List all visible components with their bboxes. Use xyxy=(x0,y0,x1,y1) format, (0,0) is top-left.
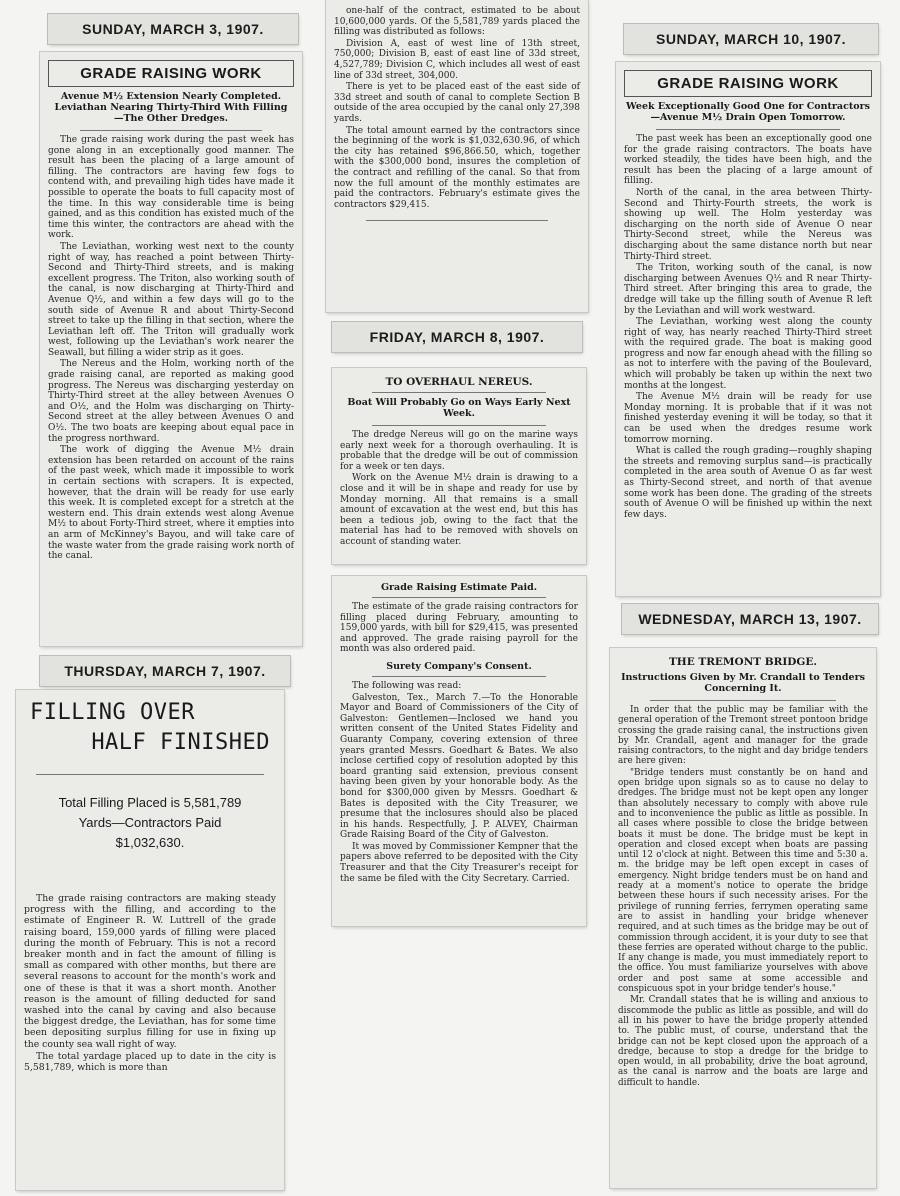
article-body xyxy=(48,135,294,562)
subhead-line: $1,032,630. xyxy=(115,835,185,850)
headline: Grade Raising Estimate Paid. xyxy=(380,582,538,593)
headline: TO OVERHAUL NEREUS. xyxy=(385,376,533,388)
paragraph: Work on the Avenue M½ drain is drawing to a close and it will be in shape and ready for use by Monday morning. All that remains is a small amount of excavation at the west end, but this has been a tedious job, owing to the fact that the material has had to be removed with shovels on account of standing water. xyxy=(340,473,578,547)
paragraph: Mr. Crandall states that he is willing and anxious to discommode the public as little as possible, and will do all in his power to have the bridge properly attended to. The public must, of course, understand that the bridge can not be kept closed upon the approach of a dredge, because to stop a dredge for the bridge to open would, in all probability, drive the boat aground, as the canal is narrow and the boats are large and difficult to handle. xyxy=(618,995,868,1088)
divider xyxy=(372,392,546,393)
article-filling-over-half xyxy=(16,690,284,1190)
date-friday-march-8: FRIDAY, MARCH 8, 1907. xyxy=(332,322,582,352)
date-sunday-march-3: SUNDAY, MARCH 3, 1907. xyxy=(48,14,298,44)
paragraph: In order that the public may be familiar with the general operation of the Tremont street pontoon bridge crossing the grade raising canal, the instructions given by Mr. Crandall, agent and manager for the grade raising contractors, to the night and day bridge tenders are here given: xyxy=(618,705,868,767)
divider xyxy=(80,130,262,131)
paragraph: The grade raising work during the past week has gone along in an exceptionally good manner. The result has been the placing of a large amount of filling. The contractors are having few fogs to contend with, and prevailing high tides have made it possible to operate the boats to full capacity most of the time. In this way considerable time is being gained, and as this condition has existed much of the time this winter, the contractors are ahead with the work. xyxy=(48,135,294,241)
headline-line: FILLING OVER xyxy=(30,700,195,725)
subhead: Surety Company's Consent. xyxy=(386,660,532,672)
headline: GRADE RAISING WORK xyxy=(48,60,294,87)
paragraph: The Triton, working south of the canal, is now discharging between Avenues Q½ and R near Thirty-Third street. After bringing this area to grade, the dredge will take up the filling south of Avenue R left by the Leviathan and will work westward. xyxy=(624,263,872,316)
paragraph: The work of digging the Avenue M½ drain extension has been retarded on account of the rains of the past week, which made it impossible to work in certain sections with scrapers. It is expected, however, that the drain will be ready for use early this week. It is completed except for a stretch at the western end. This drain extends west along Avenue M½ to about Forty-Third street, where it empties into an arm of McKinney's Bayou, and will take care of the waste water from the grade raising work north of the canal. xyxy=(48,445,294,562)
paragraph: There is yet to be placed east of the east side of 33d street and south of canal to complete Section B outside of the area occupied by the canal only 27,398 yards. xyxy=(334,82,580,124)
paragraph: The dredge Nereus will go on the marine ways early next week for a thorough overhauling. It is probable that the dredge will be out of commission for a week or ten days. xyxy=(340,430,578,472)
date-thursday-march-7: THURSDAY, MARCH 7, 1907. xyxy=(40,656,290,686)
article-tremont-bridge xyxy=(610,648,876,1188)
paragraph: The Avenue M½ drain will be ready for use Monday morning. It is probable that if it was not finished yesterday evening it will be today, so that it can be used when the dredges resume work tomorrow morning. xyxy=(624,392,872,445)
paragraph: It was moved by Commissioner Kempner that the papers above referred to be deposited with the City Treasurer and that the City Treasurer's receipt for the same be filed with the City Secretary. Carried. xyxy=(340,841,578,884)
paragraph: The Leviathan, working west along the county right of way, has nearly reached Thirty-Third street with the required grade. The boat is making good progress and now far enough ahead with the filling so as not to interfere with the paving of the Boulevard, which will probably be taken up within the next two months at the longest. xyxy=(624,317,872,391)
article-body xyxy=(340,602,578,655)
article-estimate-paid xyxy=(332,576,586,926)
paragraph: "Bridge tenders must constantly be on hand and open bridge upon signals so as to cause no delay to dredges. The bridge must not be kept open any longer than absolutely necessary to comply with above rule and to inconvenience the public as little as possible. In all cases where possible to close the bridge between boats it must be done. The bridge must be kept in operation and closed except when boats are passing until 12 o'clock at night. Between this time and 5:30 a. m. the bridge may be left open except in cases of emergency. Night bridge tenders must be on hand and ready at a moment's notice to operate the bridge between these hours if such necessity arises. For the privilege of running ferries, ferrymen operating same are to assist in handling your bridge whenever required, and at such times as the bridge may be out of commission through accident, it is your duty to see that these ferries are operated without charge to the public. If any change is made, you must immediately report to the office. You must familiarize yourselves with above order and post same at some accessible and conspicuous spot in your bridge tender's house." xyxy=(618,767,868,995)
paragraph: Division A, east of west line of 13th street, 750,000; Division B, east of east line of 33d street, 4,527,789; Division C, which includes all west of east line of 33d street, 304,000. xyxy=(334,38,580,81)
paragraph: The total amount earned by the contractors since the beginning of the work is $1,032,630.96, of which the city has retained $96,866.50, which, together with the $300,000 bond, insures the completion of the contract and refilling of the canal. So that from now the full amount of the monthly estimates are paid the contractors. February's estimate gives the contractors $29,415. xyxy=(334,125,580,210)
deck: Avenue M½ Extension Nearly Completed. Leviathan Nearing Thirty-Third With Filling—The Other Dredges. xyxy=(54,91,288,124)
paragraph: Galveston, Tex., March 7.—To the Honorable Mayor and Board of Commissioners of the City of Galveston: Gentlemen—Inclosed we hand you written consent of the United States Fidelity and Guaranty Company, covering extension of three years granted Messrs. Goedhart & Bates. We also inclose certified copy of resolution adopted by this board granting said extension, previous consent having been given by your honorable body. As the bond for $300,000 given by Messrs. Goedhart & Bates is deposited with the City Treasurer, we presume that the inclosures should also be placed in his hands. Respectfully, J. P. ALVEY, Chairman Grade Raising Board of the City of Galveston. xyxy=(340,692,578,841)
paragraph: The Nereus and the Holm, working north of the grade raising canal, are reported as making good progress. The Nereus was discharging yesterday on Thirty-Third street at the alley between Avenues O and O½, and the Holm was discharging on Thirty-Second street at the alley between Avenues O and O½. The two boats are keeping about equal pace in the progress northward. xyxy=(48,359,294,444)
divider xyxy=(372,597,546,598)
article-body xyxy=(340,681,578,884)
article-filling-continued xyxy=(326,0,588,312)
divider xyxy=(366,220,548,221)
headline-line: HALF FINISHED xyxy=(91,730,270,755)
headline: GRADE RAISING WORK xyxy=(624,70,872,97)
date-wednesday-march-13: WEDNESDAY, MARCH 13, 1907. xyxy=(622,604,878,634)
article-grade-raising-mar3 xyxy=(40,52,302,646)
subhead xyxy=(16,793,284,853)
paragraph: one-half of the contract, estimated to be about 10,600,000 yards. Of the 5,581,789 yards placed the filling was distributed as follows: xyxy=(334,6,580,38)
article-body xyxy=(334,6,580,210)
paragraph: The grade raising contractors are making steady progress with the filling, and according to the estimate of Engineer R. W. Luttrell of the grade raising board, 159,000 yards of filling were placed during the month of February. This is not a record breaker month and in fact the amount of filling is small as compared with other months, but there are several reasons to account for the month's work and one of these is that it was a short month. Another reason is the amount of filling deducted for sand washed into the canal by caving and also because the biggest dredge, the Leviathan, has for some time been depositing surplus filling for use in fixing up the county sea wall right of way. xyxy=(24,893,276,1050)
article-body xyxy=(340,430,578,548)
headline: THE TREMONT BRIDGE. xyxy=(668,656,817,668)
paragraph: The Leviathan, working west next to the county right of way, has reached a point between Thirty-Second and Thirty-Third streets, and is making excellent progress. The Triton, also working south of the canal, is now discharging at Thirty-Third and Avenue Q½, and within a few days will go to the south side of Avenue R and about Thirty-Second street to take up the filling in that section, where the Leviathan left off. The Triton will gradually work west, following up the Leviathan's work nearer the Seawall, but filling a wider strip as it goes. xyxy=(48,241,294,358)
deck: Instructions Given by Mr. Crandall to Tenders Concerning It. xyxy=(621,672,865,694)
paragraph: The total yardage placed up to date in the city is 5,581,789, which is more than xyxy=(24,1050,276,1074)
subhead-line: Total Filling Placed is 5,581,789 xyxy=(58,795,242,810)
paragraph: North of the canal, in the area between Thirty-Second and Thirty-Fourth streets, the work is showing up well. The Holm yesterday was discharging on the north side of Avenue O near Thirty-Second street, while the Nereus was discharging about the same distance north but near Thirty-Third street. xyxy=(624,187,872,262)
divider xyxy=(372,676,546,677)
deck: Boat Will Probably Go on Ways Early Next Week. xyxy=(347,397,571,419)
divider xyxy=(650,700,836,701)
paragraph: The past week has been an exceptionally good one for the grade raising contractors. The boats have worked steadily, the tides have been high, and the result has been the placing of a large amount of filling. xyxy=(624,134,872,187)
paragraph: What is called the rough grading—roughly shaping the streets and removing surplus sand—is practically completed in the area south of Avenue O as far west as Thirty-Second street, and north of that avenue some work has been done. The grading of the streets south of Avenue O will be finished up within the next few days. xyxy=(624,446,872,520)
article-overhaul-nereus xyxy=(332,368,586,564)
deck: Week Exceptionally Good One for Contractors—Avenue M½ Drain Open Tomorrow. xyxy=(626,101,870,123)
article-body xyxy=(618,705,868,1088)
subhead-line: Yards—Contractors Paid xyxy=(78,815,222,830)
article-grade-raising-mar10 xyxy=(616,62,880,596)
date-sunday-march-10: SUNDAY, MARCH 10, 1907. xyxy=(624,24,878,54)
divider xyxy=(656,129,840,130)
article-body xyxy=(624,134,872,520)
paragraph: The estimate of the grade raising contractors for filling placed during February, amounting to 159,000 yards, with bill for $29,415, was presented and approved. The grade raising payroll for the month was also ordered paid. xyxy=(340,602,578,655)
divider xyxy=(372,425,546,426)
paragraph: The following was read: xyxy=(352,680,462,691)
divider xyxy=(36,774,264,775)
article-body xyxy=(24,893,276,1073)
headline xyxy=(30,698,270,758)
